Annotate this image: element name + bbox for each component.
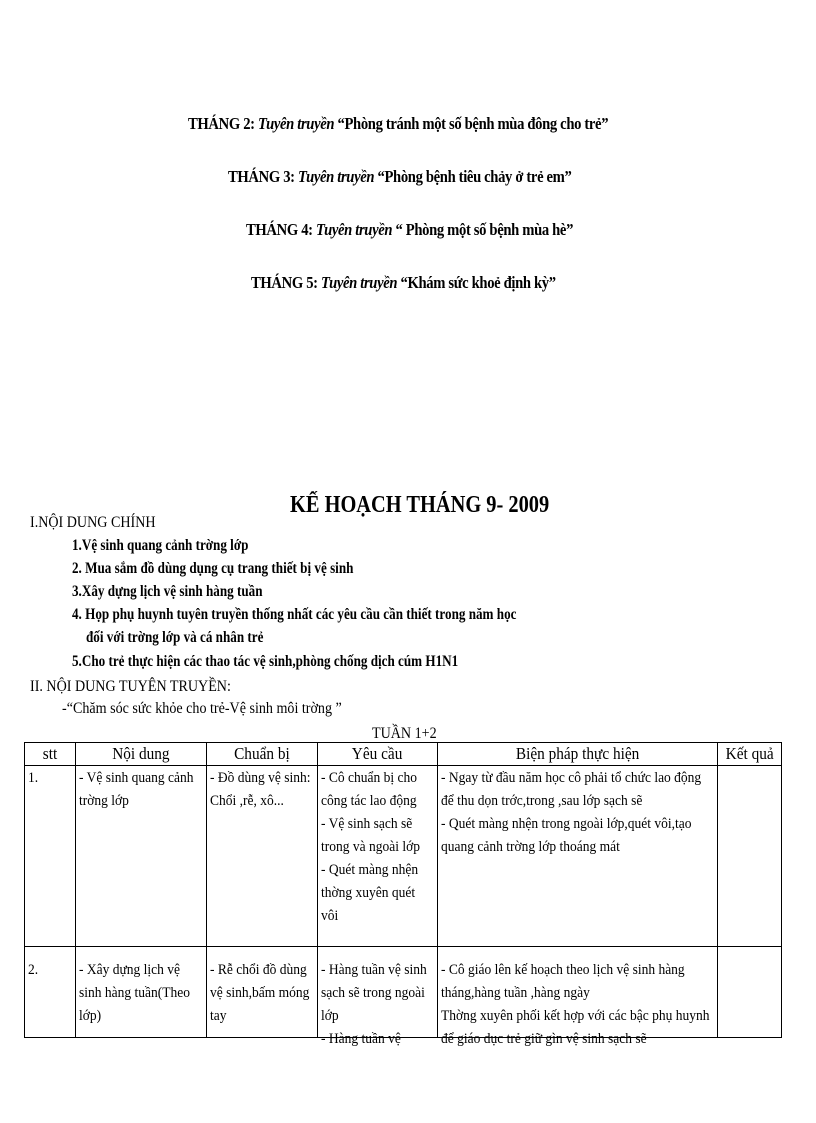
table-row [25,766,782,947]
section1-item-5: 5.Cho trẻ thực hiện các thao tác vệ sinh,phòng chống dịch cúm H1N1 [72,653,459,670]
cell-prep: - Đồ dùng vệ sinh: Chổi ,rễ, xô... [207,766,318,947]
month-line-3 [228,167,571,187]
header-stt: stt [25,743,76,766]
month-topic: “Phòng tránh một số bệnh mùa đông cho trẻ” [337,114,609,133]
section1-item-3: 3.Xây dựng lịch vệ sinh hàng tuần [72,583,263,600]
cell-content: - Xây dựng lịch vệ sinh hàng tuần(Theo lớp) [76,947,207,1038]
table-header-row [25,743,782,766]
month-label: Tuyên truyền [316,220,393,239]
section1-item-1: 1.Vệ sinh quang cảnh trờng lớp [72,537,249,554]
plan-title: KẾ HOẠCH THÁNG 9- 2009 [290,492,550,518]
month-label: Tuyên truyền [258,114,335,133]
month-label: Tuyên truyền [321,273,398,292]
month-line-4 [246,220,573,240]
cell-content: - Vệ sinh quang cảnh trờng lớp [76,766,207,947]
cell-prep: - Rễ chổi đồ dùng vệ sinh,bấm móng tay [207,947,318,1038]
month-topic: “ Phòng một số bệnh mùa hè” [395,220,574,239]
table-row [25,947,782,1038]
cell-req: - Cô chuẩn bị cho công tác lao động - Vệ sinh sạch sẽ trong và ngoài lớp - Quét màng nhện thờng xuyên quét vôi [318,766,438,947]
header-prep: Chuẩn bị [207,743,318,766]
month-line-5 [251,273,556,293]
month-prefix: THÁNG 4: [246,220,313,239]
header-result: Kết quả [718,743,782,766]
month-prefix: THÁNG 2: [188,114,255,133]
cell-result [718,947,782,1038]
month-label: Tuyên truyền [298,167,375,186]
section1-item-4-cont: đối với trờng lớp và cá nhân trẻ [86,629,264,646]
header-content: Nội dung [76,743,207,766]
header-method: Biện pháp thực hiện [438,743,718,766]
cell-method: - Ngay từ đầu năm học cô phải tổ chức lao động để thu dọn trớc,trong ,sau lớp sạch sẽ - Quét màng nhện trong ngoài lớp,quét vôi,tạo quang cảnh trờng lớp thoáng mát [438,766,718,947]
section1-item-2: 2. Mua sắm đồ dùng dụng cụ trang thiết bị vệ sinh [72,560,354,577]
week-label: TUẦN 1+2 [372,725,437,742]
month-topic: “Khám sức khoẻ định kỳ” [400,273,556,292]
section2-subtitle: -“Chăm sóc sức khỏe cho trẻ-Vệ sinh môi trờng ” [62,700,342,717]
plan-table [24,742,782,1047]
cell-req: - Hàng tuần vệ sinh sạch sẽ trong ngoài lớp - Hàng tuần vệ [318,947,438,1038]
section1-heading: I.NỘI DUNG CHÍNH [30,514,156,531]
cell-stt: 1. [25,766,76,947]
month-line-2 [188,114,608,134]
header-req: Yêu cầu [318,743,438,766]
month-prefix: THÁNG 5: [251,273,318,292]
cell-method: - Cô giáo lên kế hoạch theo lịch vệ sinh hàng tháng,hàng tuần ,hàng ngày Thờng xuyên phối kết hợp với các bậc phụ huynh để giáo dục trẻ giữ gìn vệ sinh sạch sẽ [438,947,718,1038]
cell-stt: 2. [25,947,76,1038]
cell-result [718,766,782,947]
month-topic: “Phòng bệnh tiêu chảy ở trẻ em” [377,167,572,186]
section1-item-4: 4. Họp phụ huynh tuyên truyền thống nhất các yêu cầu cần thiết trong năm học [72,606,517,623]
month-prefix: THÁNG 3: [228,167,295,186]
section2-heading: II. NỘI DUNG TUYÊN TRUYỀN: [30,678,231,695]
